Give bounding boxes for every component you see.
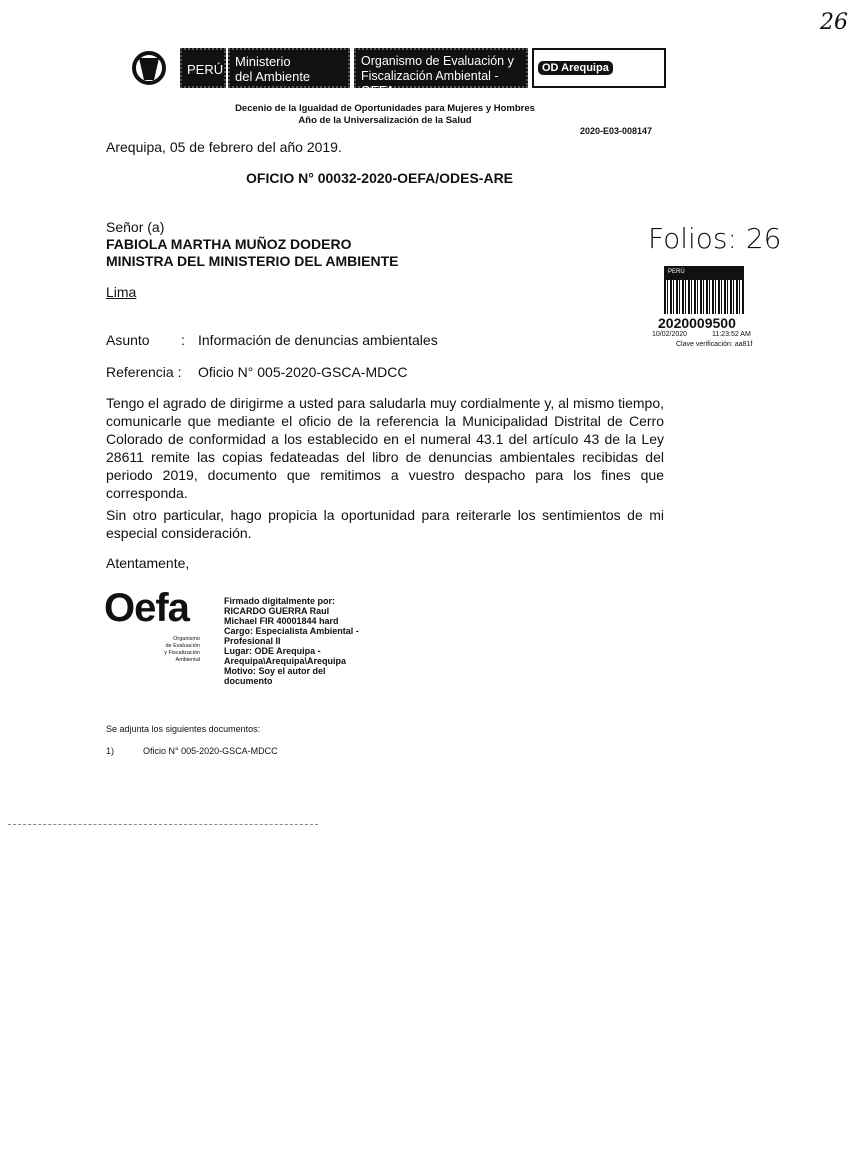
asunto-label: Asunto	[106, 332, 150, 348]
peru-badge: PERÚ	[180, 48, 226, 88]
date-line: Arequipa, 05 de febrero del año 2019.	[106, 139, 342, 155]
signature-line: RICARDO GUERRA Raul	[224, 606, 330, 616]
logo-sub-line: Organismo	[173, 636, 200, 642]
attachment-number: 1)	[106, 746, 115, 756]
decenio-text: Decenio de la Igualdad de Oportunidades para Mujeres y Hombres	[235, 103, 535, 114]
signature-line: Firmado digitalmente por:	[224, 596, 336, 606]
digital-signature	[224, 596, 359, 686]
signature-line: Motivo: Soy el autor del	[224, 666, 326, 676]
closing: Atentamente,	[106, 555, 190, 571]
document-code: 2020-E03-008147	[580, 126, 653, 136]
barcode	[664, 280, 744, 314]
oefa-logo: Oefa	[104, 586, 189, 630]
body-paragraph-1: Tengo el agrado de dirigirme a usted para saludarla muy cordialmente y, al mismo tiempo, comunicarle que mediante el oficio de la referencia la Municipalidad Distrital de Cerro Colorado de conformidad a los establecido en el numeral 43.1 del artículo 43 de la Ley 28611 remite las copias fedateadas del libro de denuncias ambientales recibidas del periodo 2019, documento que remitimos a vuestro despacho para los fines que corresponda.	[106, 395, 664, 501]
stamp-peru: PERÚ	[664, 266, 744, 280]
oefa-line1: Organismo de Evaluación y	[361, 54, 514, 68]
stamp-date: 10/02/2020	[652, 331, 688, 338]
handwritten-folios: Folios: 26	[648, 222, 782, 255]
peru-coat-of-arms-icon	[124, 48, 174, 90]
referencia-value: Oficio N° 005-2020-GSCA-MDCC	[198, 364, 408, 380]
scan-artifact-line	[8, 824, 318, 825]
header-mottos	[200, 103, 570, 127]
od-box	[532, 48, 666, 88]
anio-text: Año de la Universalización de la Salud	[298, 115, 472, 126]
salutation: Señor (a)	[106, 219, 165, 235]
logo-sub-line: Ambiental	[175, 657, 200, 663]
stamp-number: 2020009500	[658, 315, 736, 331]
signature-line: Arequipa\Arequipa\Arequipa	[224, 656, 347, 666]
signature-line: Cargo: Especialista Ambiental -	[224, 626, 359, 636]
ministerio-badge	[228, 48, 350, 88]
signature-line: Michael FIR 40001844 hard	[224, 616, 339, 626]
attachments-title: Se adjunta los siguientes documentos:	[106, 724, 261, 734]
ministerio-line2: del Ambiente	[235, 69, 311, 84]
signature-line: Lugar: ODE Arequipa -	[224, 646, 321, 656]
oefa-logo-subtitle	[140, 636, 200, 664]
stamp-clave: Clave verificación: aa81f	[676, 341, 753, 348]
od-badge: OD Arequipa	[538, 61, 613, 75]
handwritten-page-number: 26	[820, 10, 848, 35]
signature-line: Profesional II	[224, 636, 281, 646]
logo-sub-line: y Fiscalización	[164, 650, 200, 656]
recipient-name: FABIOLA MARTHA MUÑOZ DODERO	[106, 236, 352, 252]
signature-line: documento	[224, 676, 273, 686]
reception-stamp	[664, 266, 744, 316]
ministerio-line1: Ministerio	[235, 54, 291, 69]
oficio-title: OFICIO N° 00032-2020-OEFA/ODES-ARE	[246, 170, 514, 186]
body-paragraph-2: Sin otro particular, hago propicia la oportunidad para reiterarle los sentimientos de mi especial consideración.	[106, 507, 664, 541]
oefa-badge	[354, 48, 528, 98]
referencia-label: Referencia :	[106, 364, 182, 380]
asunto-separator: :	[181, 332, 185, 348]
attachment-text: Oficio N° 005-2020-GSCA-MDCC	[143, 746, 278, 756]
logo-sub-line: de Evaluación	[165, 643, 200, 649]
recipient-position: MINISTRA DEL MINISTERIO DEL AMBIENTE	[106, 253, 399, 269]
recipient-city: Lima	[106, 284, 137, 300]
recipient	[106, 219, 398, 270]
oefa-line2: Fiscalización Ambiental - OEFA	[361, 69, 499, 98]
stamp-time: 11:23:52 AM	[712, 331, 751, 338]
asunto-value: Información de denuncias ambientales	[198, 332, 438, 348]
